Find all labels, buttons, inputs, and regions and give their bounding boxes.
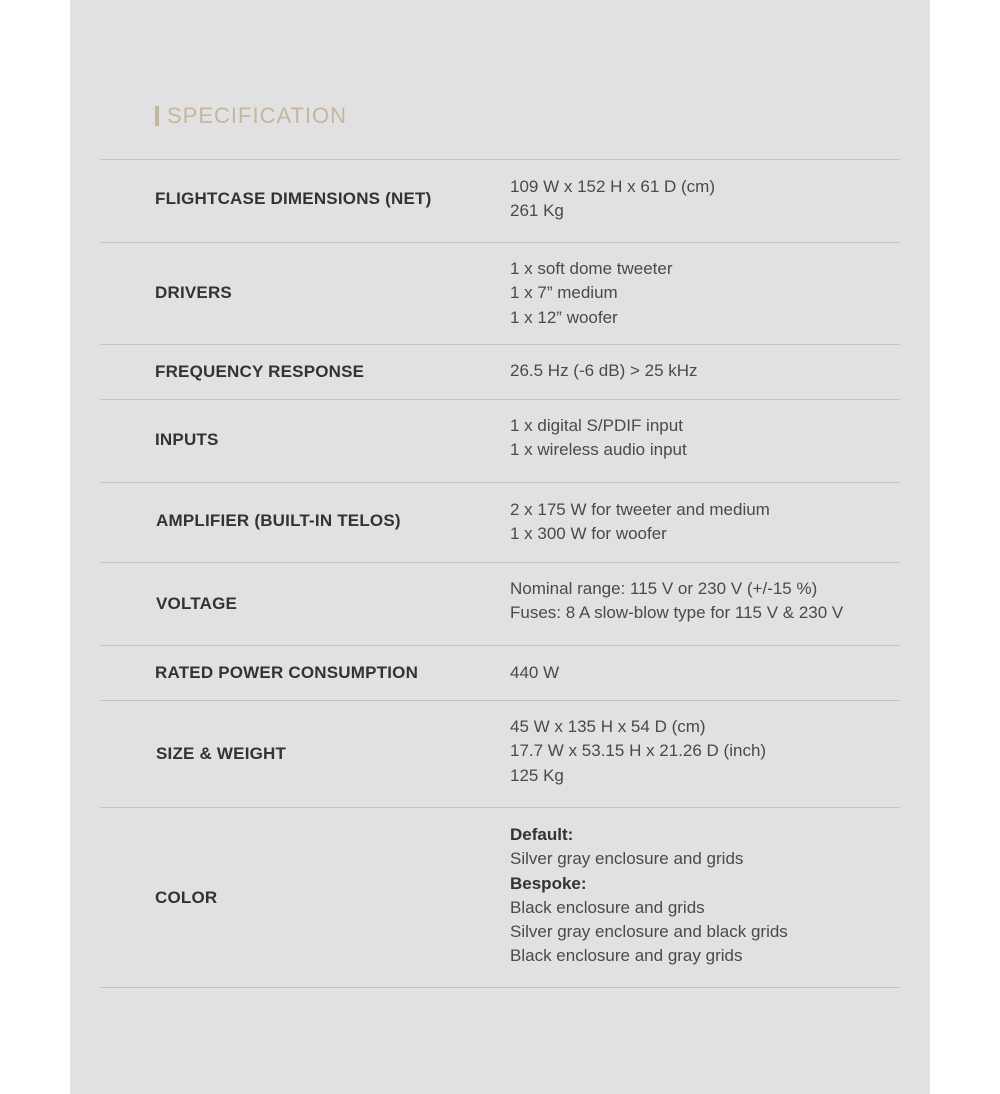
spec-value-heading: Default:	[510, 825, 574, 844]
spec-values	[510, 175, 715, 224]
spec-values	[510, 715, 766, 788]
spec-label: VOLTAGE	[156, 594, 238, 613]
divider	[100, 562, 900, 563]
spec-label: FREQUENCY RESPONSE	[155, 362, 365, 381]
spec-label: SIZE & WEIGHT	[156, 744, 287, 763]
spec-value: 17.7 W x 53.15 H x 21.26 D (inch)	[510, 741, 767, 761]
divider	[100, 987, 900, 988]
spec-label: INPUTS	[155, 430, 219, 449]
spec-value: 1 x digital S/PDIF input	[510, 416, 683, 435]
spec-value: 125 Kg	[510, 765, 564, 785]
spec-values	[510, 414, 687, 463]
spec-value: 440 W	[510, 663, 560, 682]
spec-value: Silver gray enclosure and grids	[510, 849, 744, 869]
spec-values	[510, 498, 770, 547]
spec-value: 1 x soft dome tweeter	[510, 259, 673, 278]
spec-value: Nominal range: 115 V or 230 V (+/-15 %)	[510, 579, 818, 598]
spec-value: 45 W x 135 H x 54 D (cm)	[510, 717, 706, 736]
spec-values	[510, 577, 843, 626]
specification-panel	[70, 0, 930, 1094]
section-title: SPECIFICATION	[167, 103, 348, 128]
divider	[100, 399, 900, 400]
divider	[100, 645, 900, 646]
spec-value: 1 x 7” medium	[510, 283, 618, 303]
section-heading	[155, 103, 347, 129]
divider	[100, 242, 900, 243]
spec-value: 2 x 175 W for tweeter and medium	[510, 500, 770, 519]
spec-label: FLIGHTCASE DIMENSIONS (NET)	[155, 189, 432, 208]
spec-value: Fuses: 8 A slow-blow type for 115 V & 230 V	[510, 603, 844, 623]
spec-value: 1 x 12” woofer	[510, 307, 618, 327]
divider	[100, 482, 900, 483]
spec-value-heading: Bespoke:	[510, 873, 587, 893]
spec-value: Black enclosure and grids	[510, 897, 705, 917]
divider	[100, 159, 900, 160]
spec-values	[510, 257, 673, 330]
spec-value: 1 x wireless audio input	[510, 440, 687, 460]
spec-label: DRIVERS	[155, 283, 232, 302]
spec-label: AMPLIFIER (BUILT-IN TELOS)	[156, 511, 401, 530]
divider	[100, 807, 900, 808]
spec-values	[510, 823, 788, 969]
heading-accent-bar	[155, 106, 159, 126]
spec-values	[510, 359, 698, 383]
spec-label: RATED POWER CONSUMPTION	[155, 663, 419, 682]
spec-values	[510, 661, 559, 685]
spec-value: 26.5 Hz (-6 dB) > 25 kHz	[510, 361, 698, 380]
divider	[100, 344, 900, 345]
spec-value: Silver gray enclosure and black grids	[510, 922, 788, 942]
spec-label: COLOR	[155, 888, 218, 907]
spec-value: 109 W x 152 H x 61 D (cm)	[510, 177, 716, 196]
spec-value: 1 x 300 W for woofer	[510, 524, 667, 544]
spec-value: Black enclosure and gray grids	[510, 946, 743, 966]
spec-value: 261 Kg	[510, 201, 564, 221]
divider	[100, 700, 900, 701]
